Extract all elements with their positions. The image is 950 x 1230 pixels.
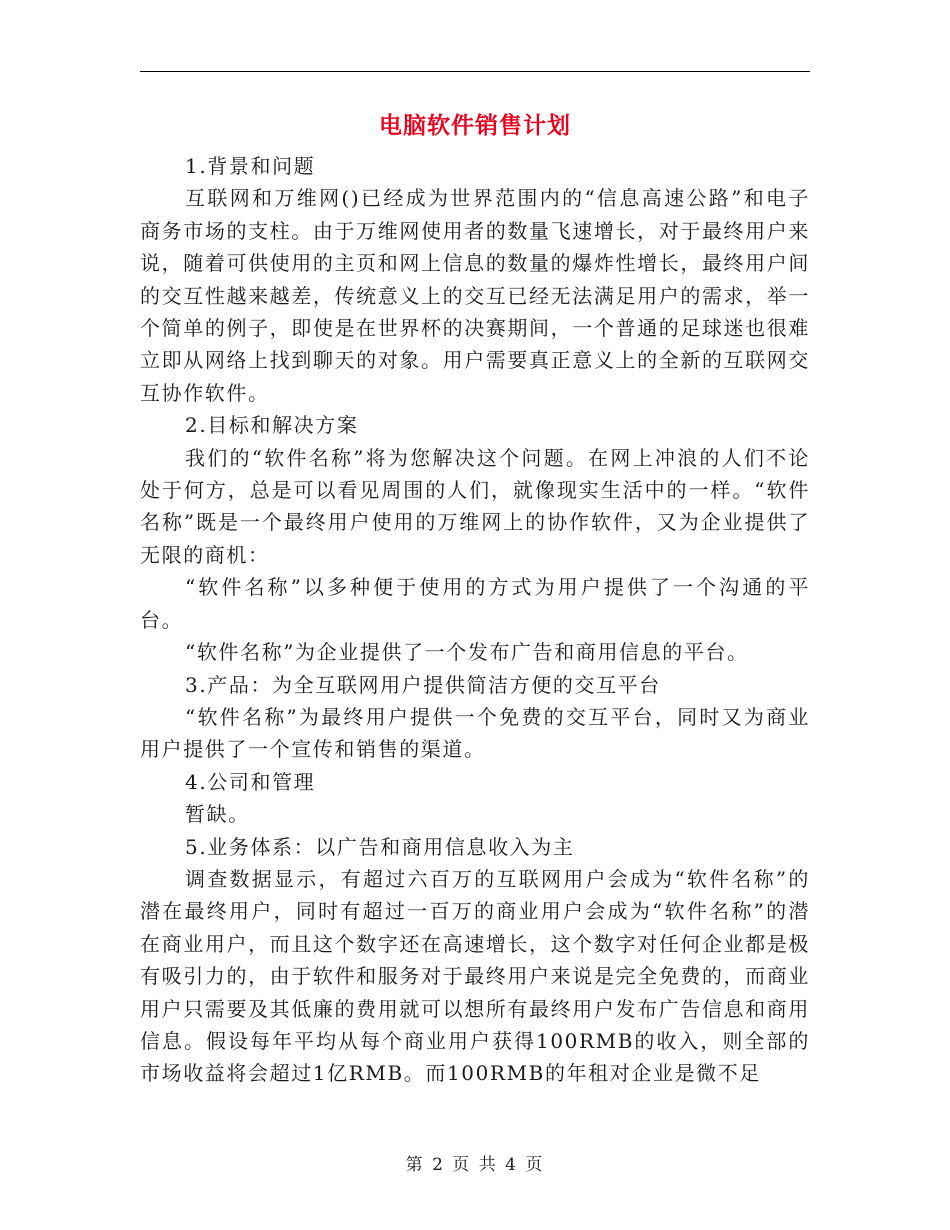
header-rule <box>140 71 810 72</box>
document-body <box>140 150 810 1090</box>
paragraph-goals-point-1: “软件名称”以多种便于使用的方式为用户提供了一个沟通的平台。 <box>140 575 810 632</box>
section-heading-company: 4.公司和管理 <box>185 769 316 794</box>
page-footer: 第 2 页 共 4 页 <box>405 1155 545 1175</box>
section-heading-goals: 2.目标和解决方案 <box>185 413 359 438</box>
paragraph-product: “软件名称”为最终用户提供一个免费的交互平台，同时又为商业用户提供了一个宣传和销售的渠道。 <box>140 704 810 762</box>
paragraph-business: 调查数据显示，有超过六百万的互联网用户会成为“软件名称”的潜在最终用户，同时有超过一百万的商业用户会成为“软件名称”的潜在商业用户，而且这个数字还在高速增长，这个数字对任何企业都是极有吸引力的，由于软件和服务对于最终用户来说是完全免费的，而商业用户只需要及其低廉的费用就可以想所有最终用户发布广告信息和商用信息。假设每年平均从每个商业用户获得100RMB的收入，则全部的市场收益将会超过1亿RMB。而100RMB的年租对企业是微不足 <box>140 866 810 1086</box>
section-heading-business: 5.业务体系：以广告和商用信息收入为主 <box>185 834 575 859</box>
section-heading-background: 1.背景和问题 <box>185 154 316 178</box>
document-title: 电脑软件销售计划 <box>379 113 571 139</box>
paragraph-background: 互联网和万维网()已经成为世界范围内的“信息高速公路”和电子商务市场的支柱。由于万维网使用者的数量飞速增长，对于最终用户来说，随着可供使用的主页和网上信息的数量的爆炸性增长，最终用户间的交互性越来越差，传统意义上的交互已经无法满足用户的需求，举一个简单的例子，即使是在世界杯的决赛期间，一个普通的足球迷也很难立即从网络上找到聊天的对象。用户需要真正意义上的全新的互联网交互协作软件。 <box>140 186 810 405</box>
paragraph-company: 暂缺。 <box>185 802 250 827</box>
paragraph-goals-point-2: “软件名称”为企业提供了一个发布广告和商用信息的平台。 <box>185 640 749 665</box>
paragraph-goals: 我们的“软件名称”将为您解决这个问题。在网上冲浪的人们不论处于何方，总是可以看见周围的人们，就像现实生活中的一样。“软件名称”既是一个最终用户使用的万维网上的协作软件，又为企业提供了无限的商机： <box>140 445 810 567</box>
section-heading-product: 3.产品：为全互联网用户提供简洁方便的交互平台 <box>185 672 661 697</box>
